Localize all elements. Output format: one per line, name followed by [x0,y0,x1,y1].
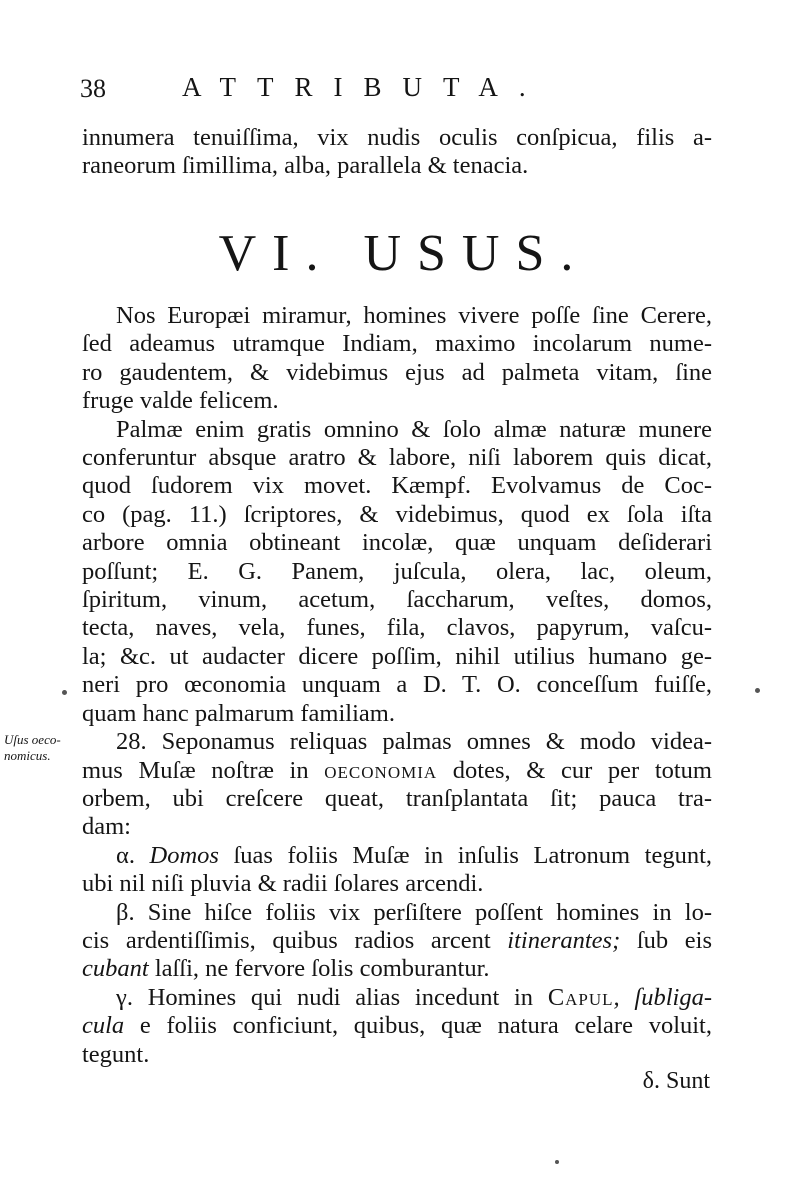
text-line: arbore omnia obtineant incolæ, quæ unquam deſiderari [82,529,712,557]
catchword: δ. Sunt [642,1068,710,1094]
section-heading: VI. USUS. [218,225,590,282]
text-line [82,955,712,983]
text-run: γ. Homines qui nudi alias incedunt in [116,983,534,1011]
text-run: laſſi, ne fervore ſolis comburantur. [154,955,490,983]
page-header [80,70,720,110]
italic-term: itinerantes; [507,926,621,954]
ink-speck [555,1160,559,1164]
text-run: ſuas foliis Muſæ in inſulis Latronum tegunt, [233,841,713,869]
running-title: ATTRIBUTA. [182,72,547,102]
italic-term: , ſubliga- [613,983,712,1011]
text-line: co (pag. 11.) ſcriptores, & videbimus, quod ex ſola iſta [82,500,712,528]
text-line: poſſunt; E. G. Panem, juſcula, olera, lac, oleum, [82,557,712,585]
small-caps-term: Capul [547,983,614,1011]
intro-text [82,124,712,181]
text-line: quam hanc palmarum familiam. [82,699,395,727]
text-line: tecta, naves, vela, funes, fila, clavos, papyrum, vaſcu- [82,614,712,642]
margin-note [4,732,82,764]
text-line: quod ſudorem vix movet. Kæmpf. Evolvamus de Coc- [82,472,712,500]
text-line: la; &c. ut audacter dicere poſſim, nihil utilius humano ge- [82,642,712,670]
margin-note-line: nomicus. [4,748,51,763]
text-line: fruge valde felicem. [82,387,279,415]
text-line: ſpiritum, vinum, acetum, ſaccharum, veſtes, domos, [82,586,712,614]
text-line [82,842,712,870]
small-caps-term: oeconomia [324,756,438,784]
text-run: e foliis conficiunt, quibus, quæ natura celare voluit, [139,1012,712,1040]
text-line: raneorum ſimillima, alba, parallela & tenacia. [82,152,529,180]
text-line [82,757,712,785]
text-line: dam: [82,813,131,841]
text-run: cis ardentiſſimis, quibus radios arcent [82,926,491,954]
text-line: Palmæ enim gratis omnino & ſolo almæ naturæ munere [116,415,712,443]
text-line: ſed adeamus utramque Indiam, maximo incolarum nume- [82,330,712,358]
text-run: ſub eis [636,926,712,954]
text-line [82,927,712,955]
text-line: Nos Europæi miramur, homines vivere poſſe ſine Cerere, [116,302,712,329]
text-line: ubi nil niſi pluvia & radii ſolares arcendi. [82,870,484,898]
text-run: mus Muſæ noſtræ in [82,756,309,784]
text-line: 28. Seponamus reliquas palmas omnes & modo videa- [116,728,712,756]
item-marker: α. [116,841,135,869]
italic-term: cula [82,1012,125,1040]
page-number: 38 [80,74,106,103]
ink-speck [755,688,760,693]
ink-speck [62,690,67,695]
text-line: innumera tenuiſſima, vix nudis oculis conſpicua, filis a- [82,124,712,151]
italic-term: cubant [82,955,149,983]
text-run: dotes, & cur per totum [452,756,712,784]
text-line: β. Sine hiſce foliis vix perſiſtere poſſent homines in lo- [116,898,712,926]
main-text [82,302,712,1069]
text-line: conferuntur absque aratro & labore, niſi laborem quis dicat, [82,444,712,472]
text-line: ro gaudentem, & videbimus ejus ad palmeta vitam, ſine [82,358,712,386]
text-line: tegunt. [82,1040,150,1068]
italic-term: Domos [149,841,219,869]
text-line [82,1012,712,1040]
text-line [82,984,712,1012]
text-line: neri pro œconomia unquam a D. T. O. conceſſum fuiſſe, [82,671,712,699]
text-line: orbem, ubi creſcere queat, tranſplantata ſit; pauca tra- [82,784,712,812]
margin-note-line: Uſus oeco- [4,732,61,747]
